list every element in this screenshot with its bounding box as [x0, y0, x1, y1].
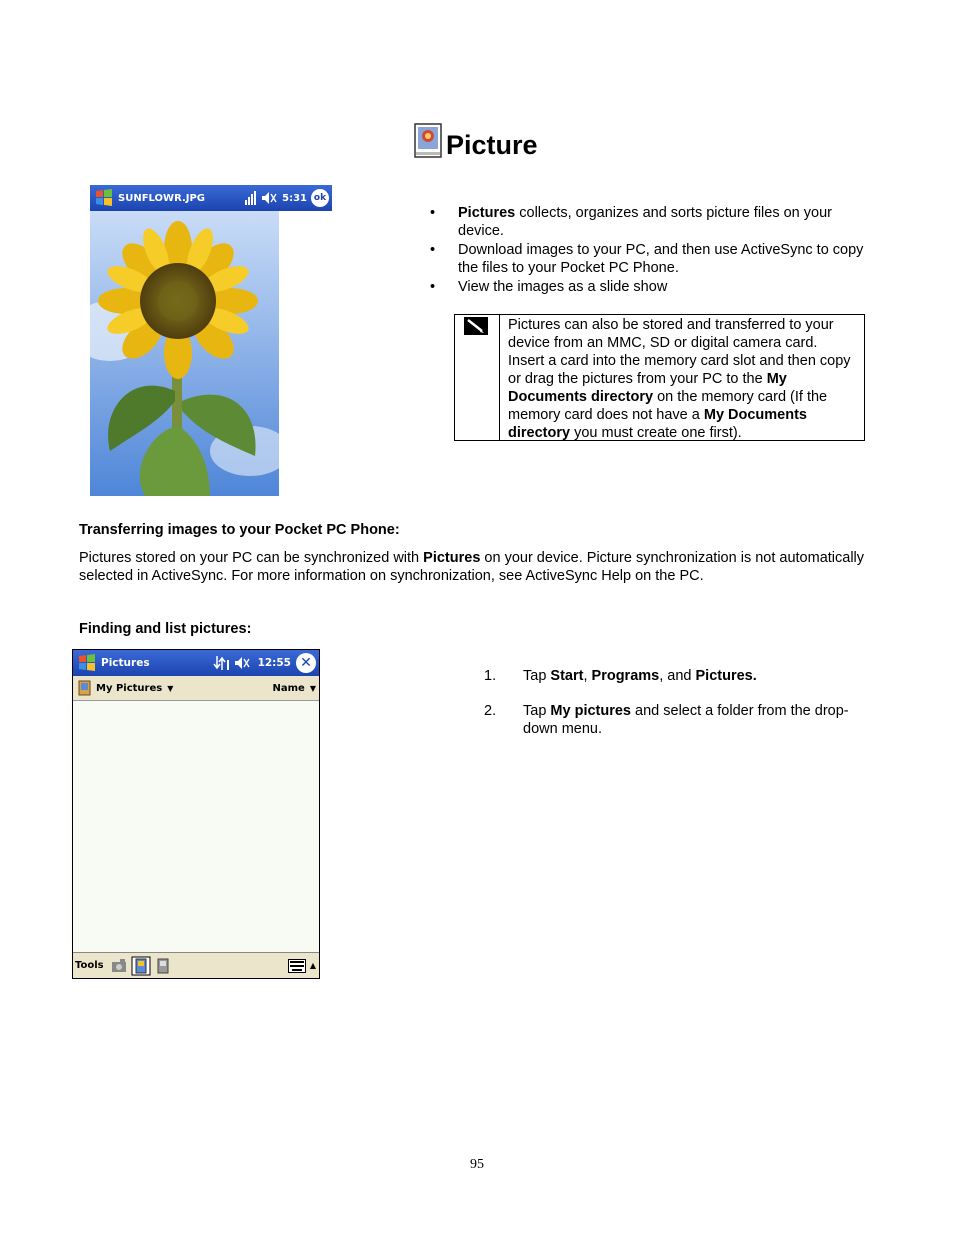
signal-volume-icon[interactable] — [244, 190, 278, 206]
clock[interactable]: 12:55 — [257, 657, 291, 669]
transfer-heading: Transferring images to your Pocket PC Phone: — [79, 522, 400, 538]
note-box — [454, 314, 865, 441]
close-button[interactable]: ✕ — [296, 653, 316, 673]
sort-dropdown[interactable]: Name — [272, 682, 305, 694]
windows-start-icon[interactable] — [93, 188, 115, 208]
bullet-icon: • — [430, 279, 436, 295]
sync-volume-icon[interactable] — [213, 655, 253, 671]
step-text: Tap Start, Programs, and Pictures. — [523, 668, 757, 684]
ok-button[interactable]: ok — [311, 189, 329, 207]
bullet-text: View the images as a slide show — [458, 279, 668, 295]
note-icon-cell — [455, 315, 500, 440]
folder-dropdown[interactable]: My Pictures — [96, 682, 163, 694]
bottom-toolbar — [73, 952, 319, 978]
page-title: Picture — [446, 130, 538, 160]
tools-menu[interactable]: Tools — [75, 960, 104, 971]
page-number: 95 — [470, 1157, 484, 1172]
storage-card-icon[interactable] — [155, 957, 171, 975]
app-title: Pictures — [101, 657, 150, 669]
phone-title-bar — [73, 650, 319, 676]
list-item — [430, 278, 870, 296]
pictures-app-screenshot — [72, 649, 320, 979]
bullet-text: Download images to your PC, and then use ActiveSync to copy the files to your Pocket PC Phone. — [458, 242, 864, 276]
sunflower-photo — [90, 211, 279, 496]
bullet-icon: • — [430, 205, 436, 221]
note-text: Pictures can also be stored and transferred to your device from an MMC, SD or digital camera card. Insert a card into the memory card slot and then copy or drag the pictures from your PC to the My Documents directory on the memory card (If the memory card does not have a My Documents directory you must create one first). — [508, 317, 851, 441]
input-selector-arrow-icon[interactable]: ▲ — [309, 961, 316, 970]
list-item — [430, 241, 870, 277]
chevron-down-icon[interactable]: ▼ — [167, 683, 174, 693]
sunflower-screenshot — [90, 185, 332, 496]
page-title-block — [413, 112, 538, 160]
camera-icon[interactable] — [110, 957, 128, 975]
windows-start-icon[interactable] — [76, 653, 98, 673]
steps-list — [484, 667, 864, 755]
bullet-icon: • — [430, 242, 436, 258]
feature-bullet-list — [430, 204, 870, 297]
step-number: 1. — [484, 668, 497, 684]
list-item — [484, 667, 864, 685]
clock[interactable]: 5:31 — [282, 192, 307, 204]
pictures-app-icon — [413, 122, 443, 160]
image-filename: SUNFLOWR.JPG — [118, 192, 206, 204]
finding-heading: Finding and list pictures: — [79, 621, 252, 637]
bullet-text: collects, organizes and sorts picture files on your device. — [458, 205, 832, 239]
phone-title-bar — [90, 185, 332, 211]
note-pencil-icon — [464, 317, 488, 335]
list-item — [484, 702, 864, 738]
pictures-folder-icon — [78, 680, 92, 696]
keyboard-icon[interactable] — [288, 959, 306, 973]
chevron-down-icon[interactable]: ▼ — [309, 683, 316, 693]
folder-bar — [73, 676, 319, 701]
list-item — [430, 204, 870, 240]
step-text: Tap My pictures and select a folder from the drop-down menu. — [523, 703, 849, 737]
step-number: 2. — [484, 703, 497, 719]
device-storage-icon[interactable] — [131, 956, 151, 976]
bullet-bold-text: Pictures — [458, 205, 516, 221]
transfer-paragraph: Pictures stored on your PC can be synchronized with Pictures on your device. Picture synchronization is not automatically selected in ActiveSync. For more information on synchronization, see ActiveSync Help on the PC. — [79, 550, 865, 584]
